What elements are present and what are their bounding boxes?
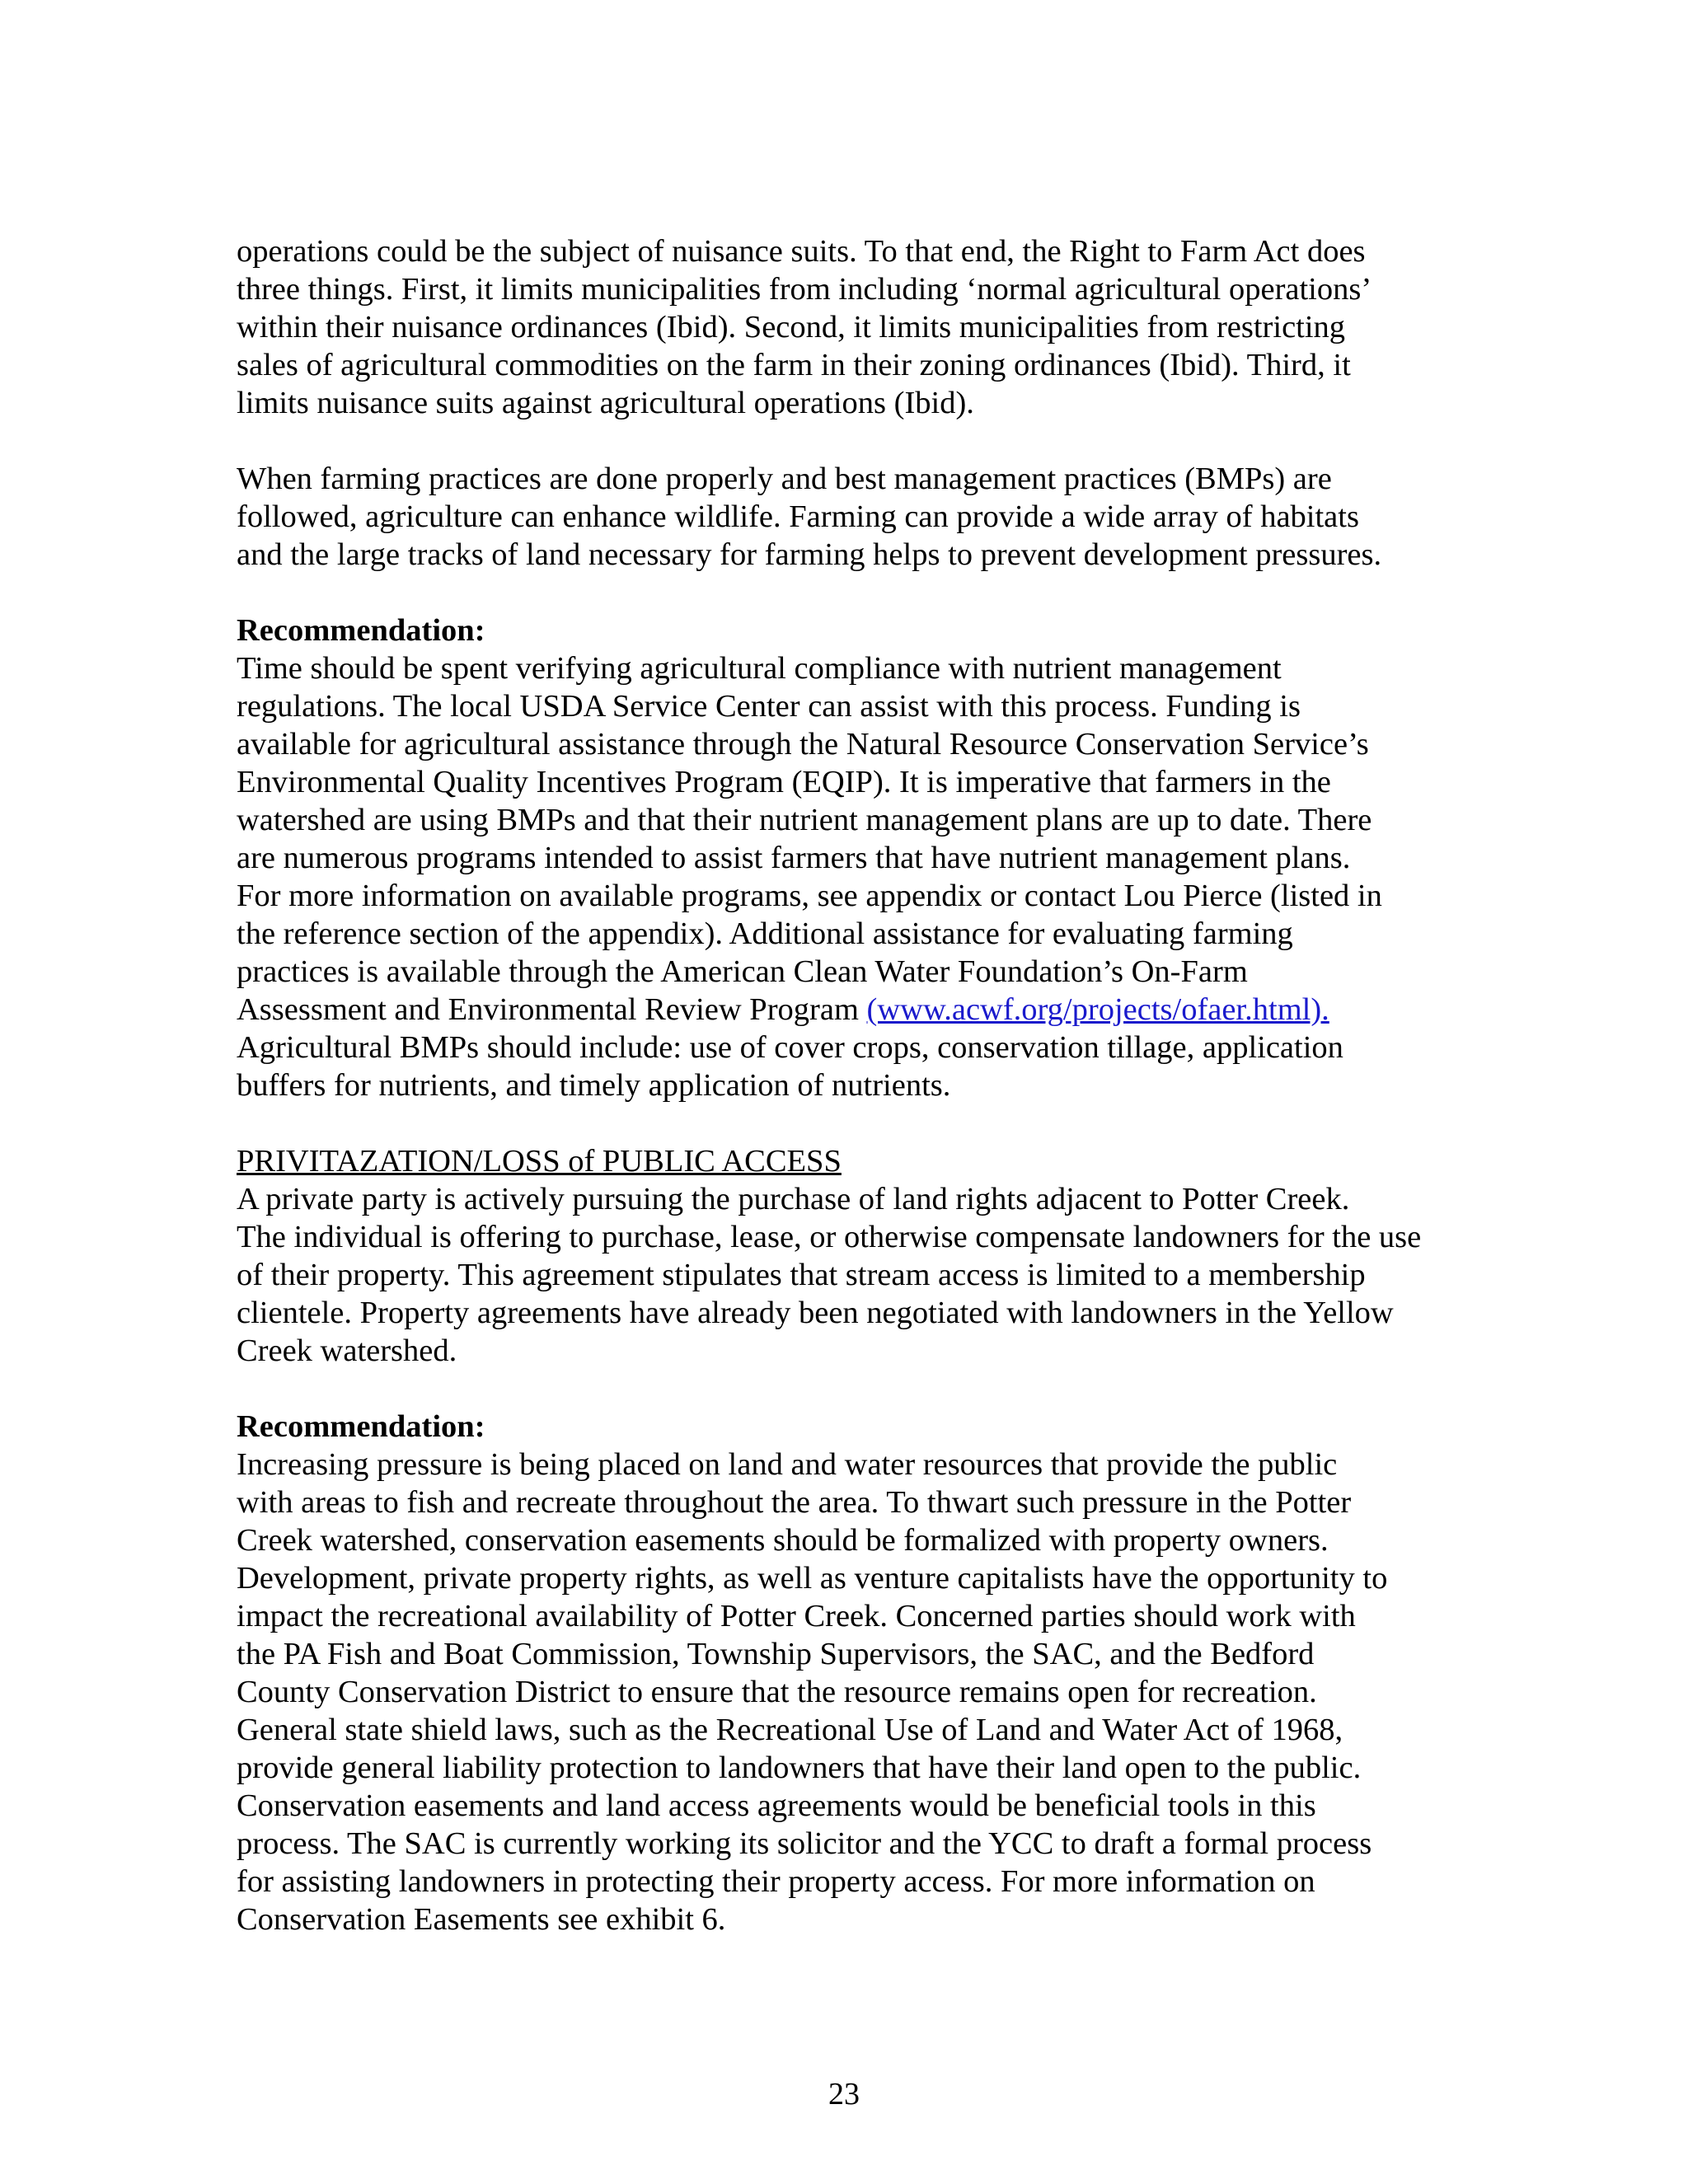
text-line: for assisting landowners in protecting their property access. For more information on — [237, 1864, 1315, 1899]
text-line: followed, agriculture can enhance wildlife. Farming can provide a wide array of habitats — [237, 499, 1359, 534]
text-line: three things. First, it limits municipalities from including ‘normal agricultural operations’ — [237, 272, 1372, 307]
paragraph-farming-practices — [237, 460, 1456, 574]
text-line: buffers for nutrients, and timely application of nutrients. — [237, 1068, 951, 1103]
section-privatization — [237, 1142, 1456, 1370]
text-line: within their nuisance ordinances (Ibid). Second, it limits municipalities from restricting — [237, 310, 1346, 344]
text-line: of their property. This agreement stipulates that stream access is limited to a membership — [237, 1258, 1366, 1292]
text-line: and the large tracks of land necessary for farming helps to prevent development pressures. — [237, 537, 1382, 572]
text-line: Creek watershed. — [237, 1333, 457, 1368]
page-number: 23 — [828, 2077, 860, 2111]
text-line: practices is available through the American Clean Water Foundation’s On-Farm — [237, 954, 1248, 989]
text-line: limits nuisance suits against agricultural operations (Ibid). — [237, 386, 974, 420]
text-line: Development, private property rights, as well as venture capitalists have the opportunity to — [237, 1561, 1388, 1596]
text-line: Conservation easements and land access agreements would be beneficial tools in this — [237, 1788, 1316, 1823]
text-line: process. The SAC is currently working its solicitor and the YCC to draft a formal process — [237, 1826, 1372, 1861]
recommendation-heading: Recommendation: — [237, 613, 485, 648]
text-line: A private party is actively pursuing the purchase of land rights adjacent to Potter Creek. — [237, 1182, 1350, 1216]
text-line: the reference section of the appendix). Additional assistance for evaluating farming — [237, 916, 1293, 951]
text-line: available for agricultural assistance through the Natural Resource Conservation Service’s — [237, 727, 1369, 762]
text-line: the PA Fish and Boat Commission, Township Supervisors, the SAC, and the Bedford — [237, 1637, 1315, 1671]
text-line: are numerous programs intended to assist farmers that have nutrient management plans. — [237, 841, 1351, 875]
text-line: Conservation Easements see exhibit 6. — [237, 1902, 726, 1937]
text-line-with-link — [237, 991, 1456, 1029]
text-line: Increasing pressure is being placed on land and water resources that provide the public — [237, 1447, 1338, 1482]
text-line: The individual is offering to purchase, lease, or otherwise compensate landowners for the use — [237, 1220, 1422, 1254]
link-line-prefix: Assessment and Environmental Review Program — [237, 992, 867, 1027]
text-line: Time should be spent verifying agricultural compliance with nutrient management — [237, 651, 1282, 686]
text-line: clientele. Property agreements have already been negotiated with landowners in the Yellow — [237, 1296, 1394, 1330]
text-line: watershed are using BMPs and that their nutrient management plans are up to date. There — [237, 803, 1372, 837]
text-line: Environmental Quality Incentives Program (EQIP). It is imperative that farmers in the — [237, 765, 1331, 799]
acwf-ofaer-link[interactable]: (www.acwf.org/projects/ofaer.html). — [866, 992, 1329, 1027]
text-line: impact the recreational availability of Potter Creek. Concerned parties should work with — [237, 1599, 1356, 1633]
text-line: General state shield laws, such as the Recreational Use of Land and Water Act of 1968, — [237, 1713, 1343, 1747]
recommendation-heading: Recommendation: — [237, 1409, 485, 1444]
page-content — [237, 232, 1456, 1976]
text-line: with areas to fish and recreate throughout the area. To thwart such pressure in the Potter — [237, 1485, 1352, 1520]
paragraph-right-to-farm — [237, 232, 1456, 422]
recommendation-public-access — [237, 1408, 1456, 1938]
text-line: provide general liability protection to landowners that have their land open to the public. — [237, 1750, 1362, 1785]
text-line: operations could be the subject of nuisance suits. To that end, the Right to Farm Act does — [237, 234, 1366, 269]
section-title: PRIVITAZATION/LOSS of PUBLIC ACCESS — [237, 1144, 842, 1179]
text-line: Agricultural BMPs should include: use of cover crops, conservation tillage, application — [237, 1030, 1343, 1065]
recommendation-agriculture — [237, 612, 1456, 1104]
text-line: Creek watershed, conservation easements should be formalized with property owners. — [237, 1523, 1329, 1558]
text-line: County Conservation District to ensure that the resource remains open for recreation. — [237, 1675, 1317, 1709]
text-line: For more information on available programs, see appendix or contact Lou Pierce (listed in — [237, 879, 1382, 913]
text-line: When farming practices are done properly and best management practices (BMPs) are — [237, 462, 1332, 496]
text-line: regulations. The local USDA Service Center can assist with this process. Funding is — [237, 689, 1301, 724]
text-line: sales of agricultural commodities on the farm in their zoning ordinances (Ibid). Third, it — [237, 348, 1351, 382]
